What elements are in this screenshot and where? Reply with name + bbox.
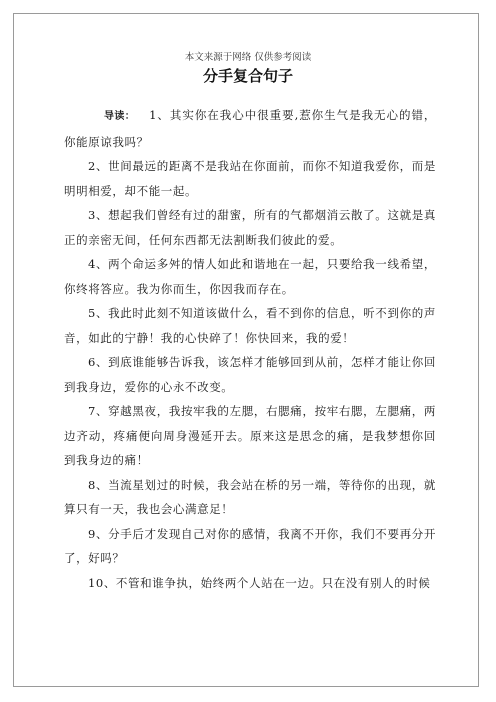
paragraph-9: 9、分手后才发现自己对你的感情，我离不开你，我们不要再分开了，好吗？ bbox=[64, 526, 436, 565]
intro-label: 导读： bbox=[104, 111, 136, 122]
paragraph-4: 4、两个命运多舛的情人如此和谐地在一起，只要给我一线希望，你终将答应。我为你而生，你因我而存在。 bbox=[64, 257, 436, 296]
paragraph-text: 1、其实你在我心中很重要,惹你生气是我无心的错，你能原谅我吗？ bbox=[64, 108, 437, 149]
paragraph-5: 5、我此时此刻不知道该做什么，看不到你的信息，听不到你的声音，如此的宁静！我的心快碎了！你快回来，我的爱！ bbox=[64, 306, 436, 345]
paragraph-1 bbox=[64, 103, 436, 154]
paragraph-8: 8、当流星划过的时候，我会站在桥的另一端，等待你的出现，就算只有一天，我也会心满意足！ bbox=[64, 477, 436, 516]
source-note: 本文来源于网络 仅供参考阅读 bbox=[184, 52, 312, 63]
paragraph-2: 2、世间最远的距离不是我站在你面前，而你不知道我爱你，而是明明相爱，却不能一起。 bbox=[64, 159, 436, 198]
paragraph-7: 7、穿越黑夜，我按牢我的左腮，右腮痛，按牢右腮，左腮痛，两边齐动，疼痛便向周身漫延开去。原来这是思念的痛，是我梦想你回到我身边的痛！ bbox=[64, 404, 436, 467]
paragraph-3: 3、想起我们曾经有过的甜蜜，所有的气都烟消云散了。这就是真正的亲密无间，任何东西都无法割断我们彼此的爱。 bbox=[64, 208, 436, 247]
paragraph-6: 6、到底谁能够告诉我，该怎样才能够回到从前，怎样才能让你回到我身边，爱你的心永不改变。 bbox=[64, 355, 436, 394]
paragraph-10: 10、不管和谁争执，始终两个人站在一边。只在没有别人的时候 bbox=[88, 575, 431, 590]
document-body bbox=[64, 103, 436, 595]
document-title: 分手复合句子 bbox=[202, 67, 293, 85]
